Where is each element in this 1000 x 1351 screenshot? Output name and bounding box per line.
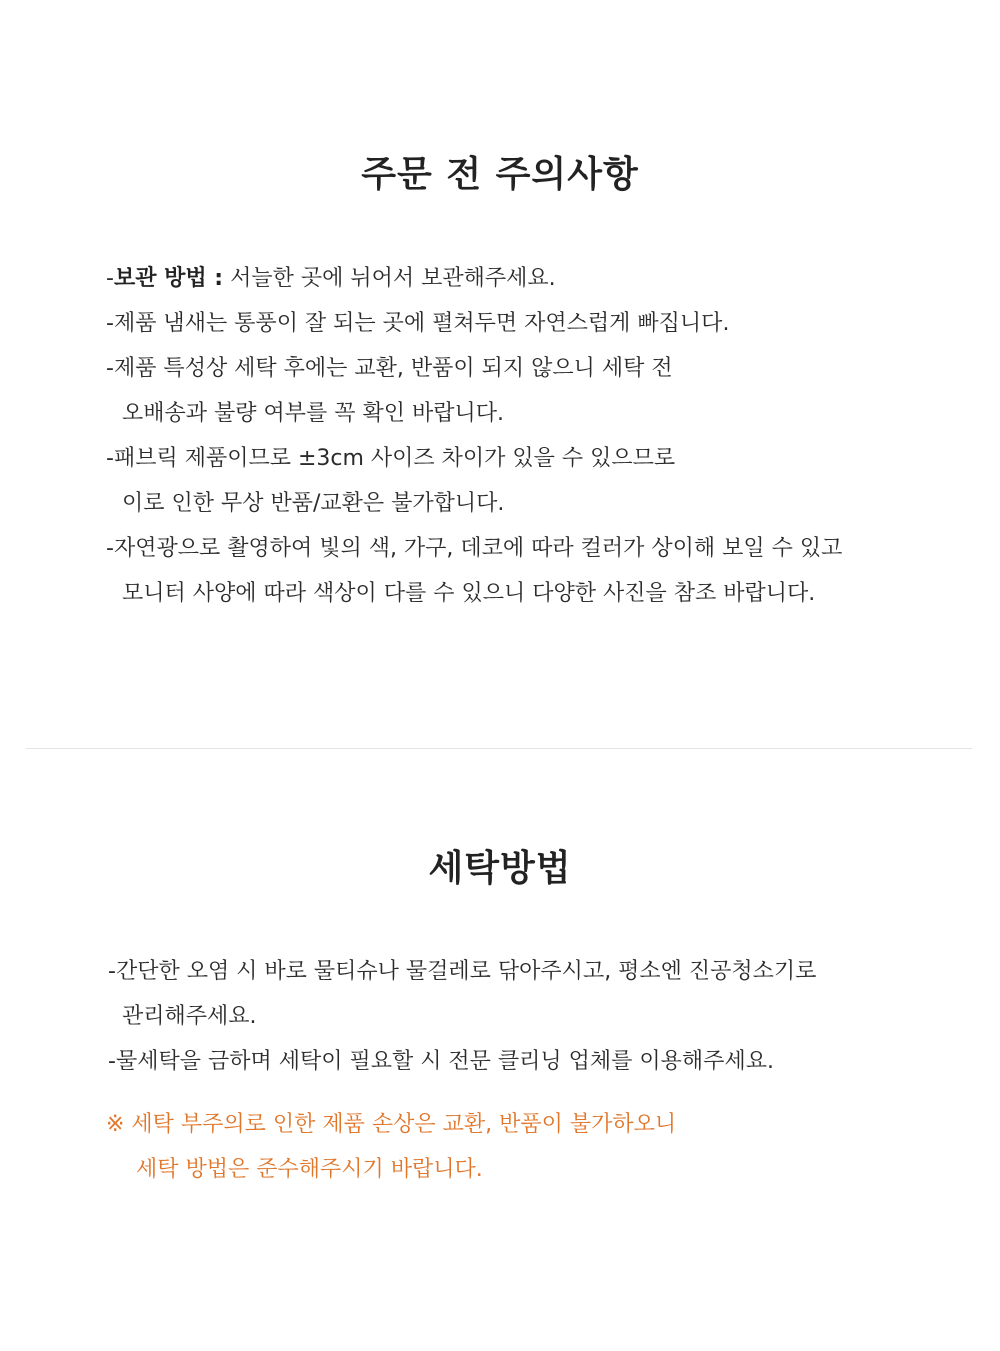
precaution-line: 이로 인한 무상 반품/교환은 불가합니다. — [122, 491, 505, 516]
washing-title: 세탁방법 — [428, 848, 572, 889]
washing-notice-line-2: 세탁 방법은 준수해주시기 바랍니다. — [136, 1157, 483, 1182]
washing-notice-line-1: ※ 세탁 부주의로 인한 제품 손상은 교환, 반품이 불가하오니 — [106, 1112, 677, 1137]
washing-line: -물세탁을 금하며 세탁이 필요할 시 전문 클리닝 업체를 이용해주세요. — [108, 1049, 774, 1074]
storage-text: 서늘한 곳에 뉘어서 보관해주세요. — [223, 266, 556, 291]
precaution-line: -패브릭 제품이므로 ±3cm 사이즈 차이가 있을 수 있으므로 — [106, 446, 676, 471]
dash: - — [106, 266, 114, 291]
precaution-line: -제품 냄새는 통풍이 잘 되는 곳에 펼쳐두면 자연스럽게 빠집니다. — [106, 311, 730, 336]
precaution-line: 오배송과 불량 여부를 꼭 확인 바랍니다. — [122, 401, 504, 426]
storage-label: 보관 방법 : — [113, 266, 224, 291]
precaution-line: -제품 특성상 세탁 후에는 교환, 반품이 되지 않으니 세탁 전 — [106, 356, 673, 381]
washing-line: 관리해주세요. — [122, 1004, 257, 1029]
precautions-title: 주문 전 주의사항 — [361, 154, 639, 195]
precaution-line: 모니터 사양에 따라 색상이 다를 수 있으니 다양한 사진을 참조 바랍니다. — [122, 581, 816, 606]
storage-line — [106, 264, 556, 294]
section-divider — [26, 748, 972, 749]
washing-line: -간단한 오염 시 바로 물티슈나 물걸레로 닦아주시고, 평소엔 진공청소기로 — [108, 959, 817, 984]
precaution-line: -자연광으로 촬영하여 빛의 색, 가구, 데코에 따라 컬러가 상이해 보일 수 있고 — [106, 536, 843, 561]
